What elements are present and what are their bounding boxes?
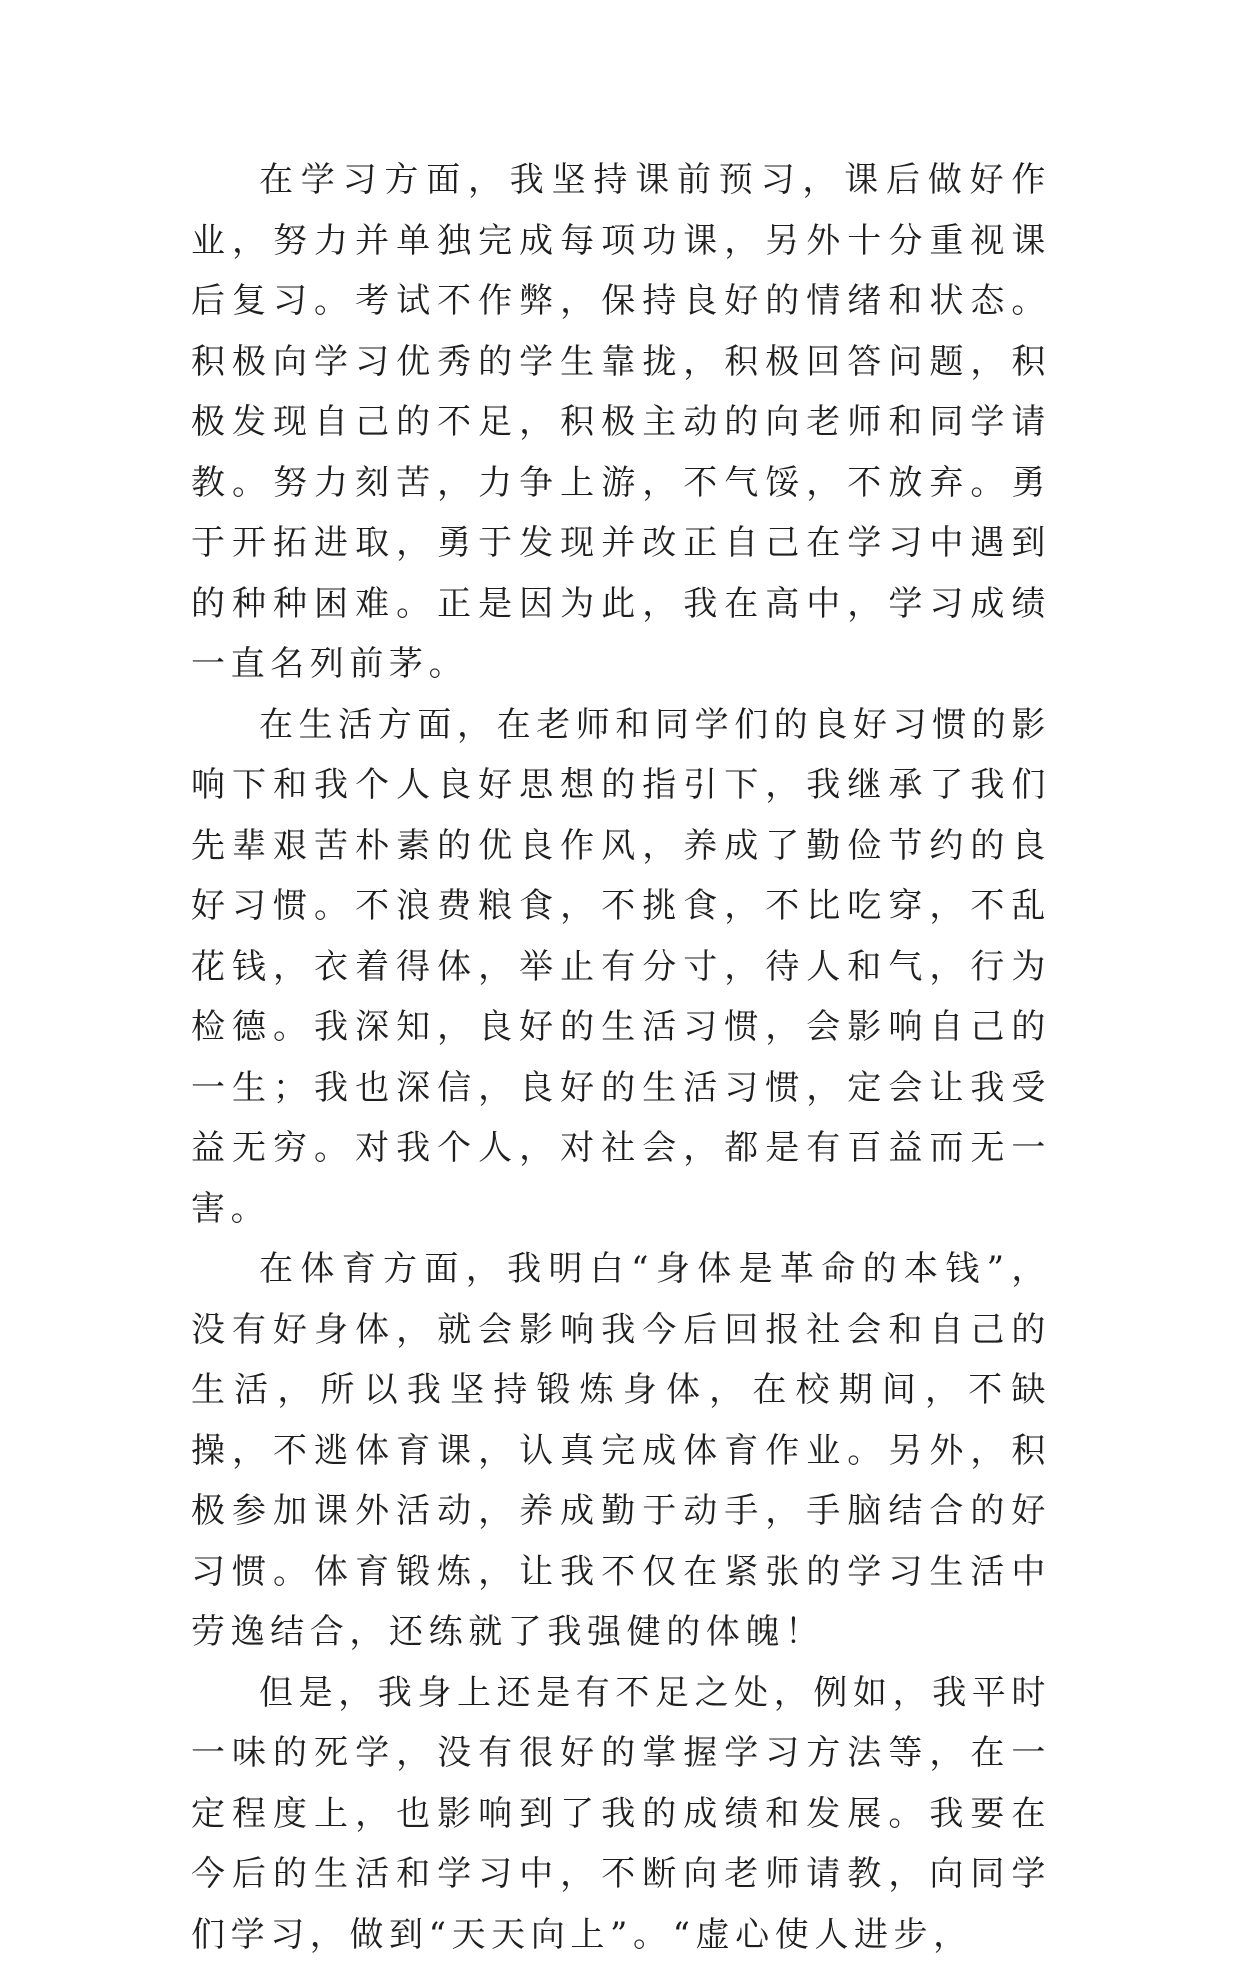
paragraph-sports: 在体育方面，我明白“身体是革命的本钱”，没有好身体，就会影响我今后回报社会和自己的生活，所以我坚持锻炼身体，在校期间，不缺操，不逃体育课，认真完成体育作业。另外，积极参加课外活动，养成勤于动手，手脑结合的好习惯。体育锻炼，让我不仅在紧张的学习生活中劳逸结合，还练就了我强健的体魄！ (191, 1239, 1051, 1663)
paragraph-shortcomings: 但是，我身上还是有不足之处，例如，我平时一味的死学，没有很好的掌握学习方法等，在一定程度上，也影响到了我的成绩和发展。我要在今后的生活和学习中，不断向老师请教，向同学们学习，做到“天天向上”。“虚心使人进步， (191, 1663, 1051, 1965)
paragraph-life: 在生活方面，在老师和同学们的良好习惯的影响下和我个人良好思想的指引下，我继承了我们先辈艰苦朴素的优良作风，养成了勤俭节约的良好习惯。不浪费粮食，不挑食，不比吃穿，不乱花钱，衣着得体，举止有分寸，待人和气，行为检德。我深知，良好的生活习惯，会影响自己的一生；我也深信，良好的生活习惯，定会让我受益无穷。对我个人，对社会，都是有百益而无一害。 (191, 695, 1051, 1240)
document-body (191, 150, 1051, 1965)
paragraph-study: 在学习方面，我坚持课前预习，课后做好作业，努力并单独完成每项功课，另外十分重视课后复习。考试不作弊，保持良好的情绪和状态。积极向学习优秀的学生靠拢，积极回答问题，积极发现自己的不足，积极主动的向老师和同学请教。努力刻苦，力争上游，不气馁，不放弃。勇于开拓进取，勇于发现并改正自己在学习中遇到的种种困难。正是因为此，我在高中，学习成绩一直名列前茅。 (191, 150, 1051, 695)
